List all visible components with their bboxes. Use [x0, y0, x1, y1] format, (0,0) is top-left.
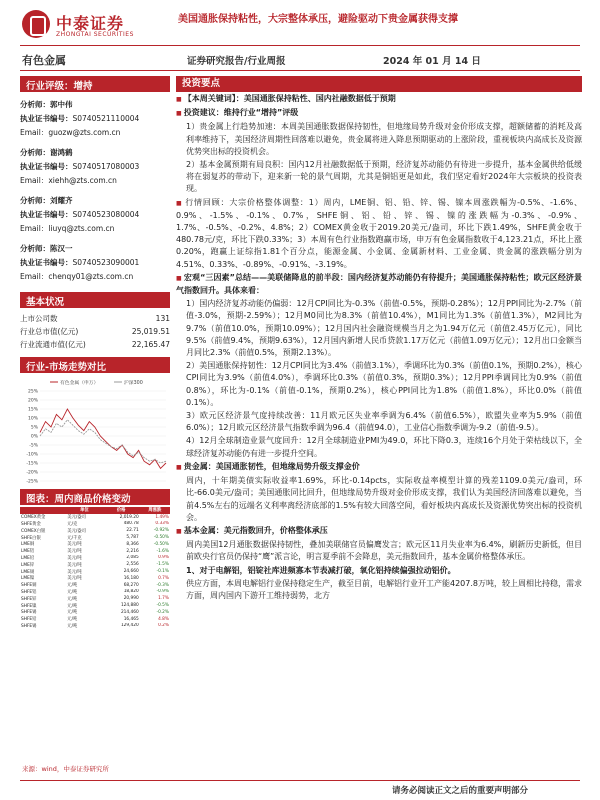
analyst-name [20, 146, 170, 160]
table-cell: 0.2% [158, 623, 169, 629]
series-line-1 [40, 420, 166, 463]
base-heading [176, 525, 582, 538]
table-header-cell: 单位 [66, 507, 102, 514]
table-cell: SHFE铝 [21, 589, 37, 595]
table-row [20, 609, 170, 616]
analyst-cert-part: 执业证书编号： [20, 258, 73, 267]
recommendation-line [176, 107, 582, 120]
pmi-para: 4）12月全球制造业景气度回升：12月全球制造业PMI为49.0，环比下降0.3，连续16个月处于荣枯线以下，全球经济复苏动能仍有进一步提升空间。 [186, 436, 582, 458]
table-cell: -0.1% [156, 569, 169, 575]
report-header [0, 0, 600, 72]
table-cell: SHFE锡 [21, 623, 37, 629]
macro-summary-text: 宏观“三因素”总结——美联储降息的前半段：国内经济复苏动能仍有待提升；美国通胀保持粘性；欧元区经济景气指数回升。具体来看： [176, 272, 583, 296]
basic-stat-label: 行业流通市值(亿元) [20, 340, 86, 349]
precious-trend-para: 1）贵金属上行趋势加速：本周美国通胀数据保持韧性，但地缘局势升级对金价形成支撑，超额储蓄的消耗及高利率维持下，美国经济周期性回落难以避免，贵金属将进入降息预期驱动的上涨阶段，重视板块内高成长及资源优势突出标的投资机会。 [186, 122, 582, 156]
trend-heading: 行业-市场走势对比 [20, 357, 170, 373]
table-cell: 美元/盎司 [67, 528, 86, 534]
table-row [20, 582, 170, 589]
basic-stat-row [20, 325, 170, 338]
basic-heading: 基本状况 [20, 292, 170, 308]
analyst-email-part: chenqy01@zts.com.cn [48, 272, 134, 281]
table-cell: 元/吨 [67, 596, 78, 602]
table-cell: LME铜 [21, 542, 35, 548]
y-tick-label: 15% [27, 407, 38, 413]
table-row [20, 548, 170, 555]
table-row [20, 575, 170, 582]
y-tick-label: 10% [27, 416, 38, 422]
y-tick-label: -20% [26, 470, 38, 476]
table-row [20, 623, 170, 630]
analyst-cert [20, 112, 170, 126]
precious-para: 周内，十年期美债实际收益率1.69%，环比-0.14pcts，实际收益率模型计算的残差1109.0美元/盎司，环比-66.0美元/盎司；美国通胀同比回升，但地缘局势升级对金价形成支撑，我们认为美国经济回落难以避免，当前4.5%左右的远端名义利率离经济底部的1.5%有较大回落空间，看好板块内高成长及资源优势突出标的投资机会。 [186, 476, 582, 522]
analyst-name-part: 分析师： [20, 244, 50, 253]
table-cell: 美元/吨 [67, 542, 82, 548]
footer-rule [20, 780, 580, 781]
table-row [20, 527, 170, 534]
analyst-name-part: 陈汉一 [50, 244, 73, 253]
analyst-email-part: Email： [20, 176, 49, 185]
analyst-email-part: Email： [20, 128, 49, 137]
analyst-name-part: 刘耀齐 [50, 196, 73, 205]
table-cell: COMEX黄金 [21, 515, 46, 521]
table-cell: 美元/吨 [67, 569, 82, 575]
precious-heading-text: 贵金属：美国通胀韧性，但地缘局势升级支撑金价 [183, 461, 360, 471]
table-cell: SHFE黄金 [21, 521, 41, 527]
industry-name: 有色金属 [22, 54, 66, 67]
table-row [20, 589, 170, 596]
table-cell: -1.5% [156, 562, 169, 568]
table-cell: -0.3% [156, 582, 169, 588]
table-row [20, 561, 170, 568]
table-cell: 2,085 [126, 555, 139, 561]
table-cell: 0.9% [158, 555, 169, 561]
table-cell: -1.6% [156, 548, 169, 554]
aluminum-heading: 1、对于电解铝，铝锭社库进频寡本节表减打破，氧化铝持续偏强拉动铝价。 [186, 565, 456, 575]
analyst-cert [20, 208, 170, 222]
table-cell: 129,420 [120, 623, 139, 629]
table-cell: 元/克 [67, 521, 78, 527]
table-cell: 22.71 [126, 528, 139, 534]
analyst-name-part: 分析师： [20, 100, 50, 109]
table-cell: 0.33% [155, 521, 169, 527]
table-cell: 24,660 [123, 569, 139, 575]
logo-en: ZHONGTAI SECURITIES [56, 31, 134, 38]
table-row [20, 595, 170, 602]
analyst-email [20, 222, 170, 236]
table-row [20, 568, 170, 575]
left-sidebar [20, 76, 170, 776]
analyst-email-part: xiehh@zts.com.cn [48, 176, 117, 185]
analyst-cert-part: 执业证书编号： [20, 162, 73, 171]
base-para: 周内美国12月通胀数据保持韧性，叠加美联储官员偏鹰发言；欧元区11月失业率为6.4%，刷新历史新低，但目前欧央行官员仍保持“鹰”派言论，明言夏季前不会降息，美元指数回升，基本金属价格整体承压。 [186, 540, 582, 562]
table-cell: 元/吨 [67, 603, 78, 609]
report-date: 2024 年 01 月 14 日 [383, 56, 481, 67]
y-tick-label: -5% [29, 443, 38, 449]
analyst-cert-part: 执业证书编号： [20, 210, 73, 219]
base-metal-para: 2）基本金属预期有局良积：国内12月社融数据低于预期，经济复苏动能仍有待进一步提升，基本金属供给低缓将在弱复苏的带动下，迎来新一轮的景气周期，尤其是铜铝更是如此，我们坚定看好2024年大宗板块的投资表现。 [186, 160, 582, 194]
price-table-heading: 图表：周内商品价格变动 [20, 489, 170, 505]
table-cell: LME锌 [21, 562, 35, 568]
recommendation-text: 投资建议：维持行业“增持”评级 [183, 108, 299, 118]
precious-heading [176, 461, 582, 474]
main-content [176, 76, 582, 602]
table-cell: 元/千克 [67, 535, 82, 541]
y-tick-label: -10% [26, 452, 38, 458]
analyst-name [20, 98, 170, 112]
legend-label: 沪深300 [124, 381, 143, 386]
analyst-cert-part: S0740521110004 [72, 114, 140, 123]
table-cell: 元/吨 [67, 589, 78, 595]
table-cell: SHFE镍 [21, 603, 37, 609]
china-macro-para: 1）国内经济复苏动能仍偏弱：12月CPI同比为-0.3%（前值-0.5%，预期-0.28%）；12月PPI同比为-2.7%（前值-3.0%，预期-2.59%）；12月M0同比为8.3%（前值10.4%），M1同比为1.3%（前值1.3%），M2同比为9.7%（前值10.0%，预期10.09%）；12月国内社会融资规模当月之为1.94万亿元（前值2.45万亿元），同比9.5%（前值9.4%，预期9.63%），12月国内新增人民币贷款1.17万亿元（前值1.09万亿元）；12月出口金额当月同比2.3%（前值0.5%，预期2.13%）。 [186, 299, 582, 358]
table-row [20, 534, 170, 541]
report-type: 证券研究报告/行业周报 [187, 56, 286, 67]
analyst-email [20, 270, 170, 284]
basic-stat-value: 131 [155, 314, 170, 323]
table-cell: SHFE锌 [21, 596, 37, 602]
table-cell: 8,366 [126, 541, 139, 547]
y-tick-label: 25% [27, 389, 38, 395]
header-rule-bottom [20, 70, 580, 71]
analyst-cert-part: S0740523080004 [72, 210, 140, 219]
y-tick-label: 20% [27, 398, 38, 404]
analyst-name-part: 分析师： [20, 148, 50, 157]
table-cell: 214,460 [120, 609, 139, 615]
analyst-card [20, 242, 170, 284]
analyst-cert [20, 160, 170, 174]
table-row [20, 555, 170, 562]
analyst-cert-part: 执业证书编号： [20, 114, 73, 123]
table-cell: 1.7% [158, 596, 169, 602]
table-cell: 5,787 [126, 535, 139, 541]
basic-stat-row [20, 312, 170, 325]
table-cell: -0.50% [153, 535, 169, 541]
table-cell: -0.9% [156, 589, 169, 595]
table-cell: 美元/吨 [67, 576, 82, 582]
table-cell: SHFE锡 [21, 610, 37, 616]
y-tick-label: 5% [30, 425, 38, 431]
table-cell: 元/吨 [67, 610, 78, 616]
table-cell: LME锡 [21, 569, 35, 575]
table-row [20, 514, 170, 521]
analyst-name-part: 郭中伟 [50, 100, 73, 109]
table-header-cell [20, 507, 66, 514]
analyst-email-part: guozw@zts.com.cn [48, 128, 121, 137]
table-cell: 美元/盎司 [67, 515, 86, 521]
table-cell: -0.92% [153, 528, 169, 534]
keywords-text: 【本周关键词】：美国通胀保持粘性、国内社融数据低于预期 [183, 94, 396, 103]
table-cell: 480.78 [123, 521, 139, 527]
analyst-list [20, 98, 170, 284]
base-heading-text: 基本金属：美元指数回升，价格整体承压 [183, 525, 328, 535]
table-cell: SHFE铜 [21, 583, 37, 589]
table-cell: -0.5% [156, 603, 169, 609]
basic-stat-label: 行业总市值(亿元) [20, 327, 79, 336]
eurozone-para: 3）欧元区经济景气度持续改善：11月欧元区失业率季调为6.4%（前值6.5%），欧盟失业率为5.9%（前值6.0%）；12月欧元区经济景气指数季调为96.4（前值94.0），工业信心指数季调为-9.2（前值-9.5）。 [186, 411, 582, 433]
analyst-cert-part: S0740523090001 [72, 258, 140, 267]
table-cell: 4.8% [158, 616, 169, 622]
table-row [20, 541, 170, 548]
report-headline: 美国通胀保持粘性，大宗整体承压，避险驱动下贵金属获得支撑 [178, 14, 458, 25]
table-cell: 2,556 [126, 562, 139, 568]
footer-disclaimer: 请务必阅读正文之后的重要声明部分 [392, 786, 529, 796]
table-cell: 美元/吨 [67, 562, 82, 568]
table-cell: 0.7% [158, 575, 169, 581]
basic-stats [20, 312, 170, 351]
table-cell: SHFE白银 [21, 535, 41, 541]
table-cell: 18,820 [123, 589, 139, 595]
basic-stat-row [20, 338, 170, 351]
table-cell: -0.2% [156, 609, 169, 615]
legend-label: 有色金属（申万） [60, 381, 99, 386]
company-logo [22, 10, 142, 40]
table-cell: LME铅 [21, 555, 35, 561]
table-row [20, 602, 170, 609]
analyst-email [20, 174, 170, 188]
table-row [20, 616, 170, 623]
table-cell: LME铝 [21, 549, 35, 555]
table-cell: 2,216 [126, 548, 139, 554]
table-header-row [20, 507, 170, 514]
analyst-cert-part: S0740517080003 [72, 162, 140, 171]
analyst-cert [20, 256, 170, 270]
market-review-text: 行情回顾：大宗价格整体调整：1）周内，LME铜、铝、铅、锌、锡、镍本周涨跌幅为-0.5%、-1.6%、0.9%、-1.5%、-0.1%、0.7%，SHFE铜、铝、铅、锌、锡、镍的涨跌幅为-0.3%、-0.9%、1.7%、-0.5%、-0.2%、4.8%；2）COMEX黄金收于2019.20美元/盎司，环比下跌1.49%，SHFE黄金收于480.78元/克，环比下跌0.33%；3）本周有色行业指数跑赢市场，申万有色金属指数收于4,123.21点，环比上涨0.20%，跑赢上证综指1.81个百分点，能源金属、小金属、金属新材料、工业金属、贵金属的涨跌幅分别为4.51%、0.33%、-0.89%、-0.91%、-3.19%。 [176, 197, 583, 269]
table-header-cell: 周涨跌 [140, 507, 170, 514]
analyst-name [20, 194, 170, 208]
y-tick-label: -15% [26, 461, 38, 467]
main-heading: 投资要点 [176, 76, 582, 92]
analyst-card [20, 194, 170, 236]
table-cell: 68,270 [123, 582, 139, 588]
source-note: 来源：wind，中泰证券研究所 [22, 765, 109, 773]
header-rule [20, 45, 580, 46]
basic-stat-value: 22,165.47 [131, 340, 170, 349]
logo-mark-icon [22, 10, 50, 38]
keywords-line [176, 93, 582, 106]
rating-heading: 行业评级：增持 [20, 76, 170, 92]
basic-stat-value: 25,019.51 [131, 327, 170, 336]
analyst-name [20, 242, 170, 256]
table-header-cell: 价格 [103, 507, 140, 514]
aluminum-para: 供应方面，本周电解铝行业保持稳定生产，截至目前，电解铝行业开工产能4207.8万吨，较上周相比持稳，需求方面，周内国内下游开工维持弱势，北方 [186, 578, 582, 600]
table-cell: SHFE铅 [21, 617, 37, 623]
table-cell: COMEX白银 [21, 528, 46, 534]
table-cell: 20,990 [123, 596, 139, 602]
basic-stat-label: 上市公司数 [20, 314, 58, 323]
analyst-card [20, 146, 170, 188]
table-cell: 美元/吨 [67, 555, 82, 561]
analyst-email-part: Email： [20, 224, 49, 233]
analyst-card [20, 98, 170, 140]
table-cell: -0.50% [153, 541, 169, 547]
macro-summary-line [176, 272, 582, 297]
analyst-email-part: liuyq@zts.com.cn [48, 224, 115, 233]
table-cell: 美元/吨 [67, 549, 82, 555]
table-cell: LME镍 [21, 576, 35, 582]
table-cell: 1.49% [155, 514, 169, 520]
y-tick-label: 0% [30, 434, 38, 440]
table-cell: 16,465 [123, 616, 139, 622]
market-review-para [176, 197, 582, 271]
table-row [20, 521, 170, 528]
y-tick-label: -25% [26, 479, 38, 485]
table-cell: 124,880 [120, 603, 139, 609]
table-cell: 元/吨 [67, 617, 78, 623]
us-inflation-para: 2）美国通胀保持韧性：12月CPI同比为3.4%（前值3.1%），季调环比为0.3%（前值0.1%，预期0.2%），核心CPI同比为3.9%（前值4.0%），季调环比0.3%（前值0.3%，预期0.3%）；12月PPI季调同比为0.9%（前值0.8%），环比为-0.1%（前值-0.1%，预期0.2%），核心PPI同比为1.8%（前值1.8%），环比0.0%（前值0.1%）。 [186, 361, 582, 407]
trend-chart [20, 375, 170, 485]
logo-cn: 中泰证券 [56, 14, 125, 33]
table-cell: 2,019.20 [119, 514, 139, 520]
analyst-email [20, 126, 170, 140]
analyst-email-part: Email： [20, 272, 49, 281]
table-cell: 元/吨 [67, 623, 78, 629]
analyst-name-part: 谢鸿鹤 [50, 148, 73, 157]
table-cell: 元/吨 [67, 583, 78, 589]
analyst-name-part: 分析师： [20, 196, 50, 205]
table-cell: 16,180 [123, 575, 139, 581]
price-table [20, 507, 170, 629]
